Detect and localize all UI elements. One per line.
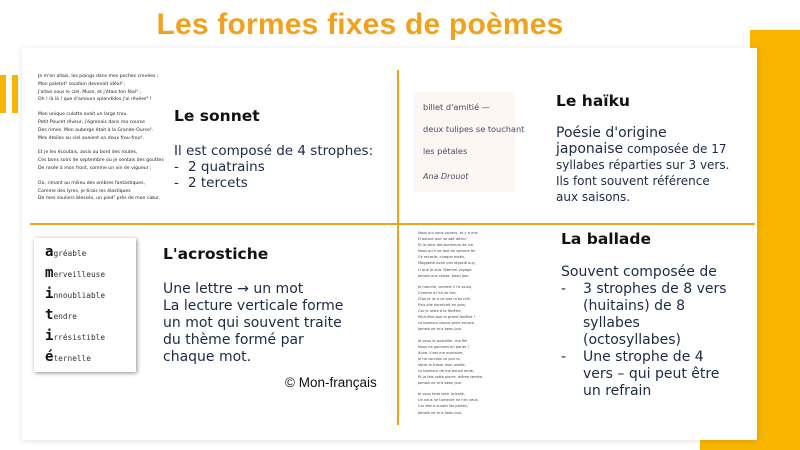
ballade-poem-line: Jamais une chose, beau jour. — [418, 273, 470, 278]
ballade-description — [561, 264, 761, 400]
copyright-notice: © Mon-français — [285, 375, 377, 390]
decorative-yellow-bar — [0, 75, 6, 113]
sonnet-poem-line: De mes souliers blessés, un pied⁷ près de mon cœur. — [38, 196, 160, 202]
haiku-description-line: Poésie d'origine — [556, 125, 667, 141]
horizontal-divider — [30, 223, 755, 225]
ballade-poem-line: Comme à l'air se tire, — [418, 290, 457, 295]
haiku-line: deux tulipes se touchant — [423, 124, 525, 134]
sonnet-heading: Le sonnet — [174, 107, 260, 125]
sonnet-poem-line: Je m'en allais, les poings dans mes poches crevées ; — [38, 74, 159, 79]
ballade-poem-line: D'autant que ne sait déclin — [418, 237, 467, 242]
haiku-description-line: aux saisons. — [556, 190, 631, 204]
ballade-poem-stanza — [418, 284, 506, 333]
sonnet-list — [174, 159, 399, 191]
haiku-description-line: japonaise composée de 17 — [556, 141, 727, 157]
decorative-yellow-block-top — [750, 30, 800, 220]
ballade-poem-line: Li que je suis l'éternel voyage — [418, 267, 472, 272]
haiku-description-line: syllabes réparties sur 3 vers. — [556, 158, 730, 172]
ballade-poem-line: Nous qu'il ne faut en somme fin — [418, 249, 476, 254]
sonnet-poem-line: Ces bons soirs de septembre où je sentais des gouttes — [38, 158, 164, 164]
sonnet-poem-line: Des rimes. Mon auberge était à la Grande-Ourse⁵. — [38, 127, 154, 133]
sonnet-poem-line: Où, rimant au milieu des ombres fantastiques, — [38, 180, 145, 186]
sonnet-list-item: - 2 tercets — [174, 175, 399, 191]
haiku-example-box — [413, 92, 525, 192]
acrostiche-heading: L'acrostiche — [163, 245, 269, 263]
ballade-poem-stanza — [418, 338, 506, 387]
sonnet-poem-line: Mon paletot¹ soudain devenait idéal² ; — [38, 81, 126, 87]
ballade-poem-line: Car elle a ouvert les portes, — [418, 404, 468, 409]
ballade-poem-stanza — [418, 391, 506, 415]
ballade-poem-line: Je vous ferai tenir la belle, — [418, 392, 466, 397]
ballade-poem-excerpt — [418, 230, 506, 421]
acrostic-word: irrésistible — [45, 328, 106, 344]
ballade-poem-line: Nous qui vous voyons, et y a mie — [418, 231, 478, 235]
decorative-yellow-bar — [12, 75, 18, 113]
sonnet-list-item: - 2 quatrains — [174, 159, 399, 175]
sonnet-poem-stanza — [38, 111, 166, 142]
ballade-poem-line: Je marche, comme il l'a voulu, — [418, 284, 473, 289]
sonnet-poem-line: Mon unique culotte avait un large trou. — [38, 112, 128, 118]
ballade-poem-line: Anne, c'est ma marraine, — [418, 350, 464, 355]
sonnet-poem-excerpt — [38, 73, 166, 210]
sonnet-poem-stanza — [38, 180, 166, 203]
ballade-description-text: Souvent composée de — [561, 264, 717, 280]
haiku-author: Ana Drouot — [423, 172, 469, 181]
ballade-poem-line: Jamais ne m'a beau jour. — [418, 381, 463, 386]
acrostic-word: merveilleuse — [45, 265, 106, 281]
ballade-poem-line: Le bonheur douce-pluie encore, — [418, 321, 476, 326]
sonnet-poem-line: Et je les écoutais, assis au bord des routes, — [38, 150, 138, 156]
ballade-poem-line: Je ne connais ce jour la, — [418, 356, 461, 361]
ballade-poem-line: Un vous ne tumeure ne l'en veux, — [418, 398, 479, 403]
haiku-description — [556, 125, 756, 205]
acrostiche-description-line: du thème formé par — [163, 332, 304, 348]
ballade-poem-line: Votre le trésor mon oreille, — [418, 362, 466, 367]
acrostic-example-box — [34, 238, 136, 372]
sonnet-poem-stanza — [38, 149, 166, 172]
ballade-poem-line: Puis elle dormirait en paix, — [418, 303, 466, 308]
acrostiche-description-line: un mot qui souvent traite — [163, 315, 342, 331]
acrostiche-description-line: La lecture verticale forme — [163, 298, 344, 314]
ballade-poem-stanza — [418, 230, 506, 279]
acrostiche-description-line: chaque mot. — [163, 349, 252, 365]
ballade-poem-line: Ce miracle, chaque matin, — [418, 255, 466, 260]
acrostiche-description-line: Une lettre → un mot — [163, 281, 304, 297]
ballade-list-item: - Une strophe de 4 vers – qui peut être un refrain — [561, 349, 720, 399]
ballade-poem-line: D'où je lis à ce que m'as crié, — [418, 296, 471, 301]
sonnet-poem-line: Oh ! là là ! que d'amours splendides j'ai rêvées⁴ ! — [38, 97, 152, 103]
sonnet-poem-stanza — [38, 73, 166, 104]
ballade-poem-line: Et je sens des bonheurs de vie — [418, 243, 474, 248]
acrostic-word: innoubliable — [45, 286, 106, 302]
ballade-list-item: - 3 strophes de 8 vers (huitains) de 8 syllabes (octosyllabes) — [561, 281, 727, 348]
ballade-poem-line: Le bonheur de ma douce amie, — [418, 368, 475, 373]
haiku-description-line: Ils font souvent référence — [556, 174, 710, 188]
ballade-poem-line: Je veux le quereller, ma fiel — [418, 338, 468, 343]
haiku-heading: Le haïku — [556, 92, 630, 110]
acrostic-word: tendre — [45, 307, 77, 323]
ballade-poem-line: Car je reste à la fenêtre, — [418, 309, 462, 314]
ballade-poem-line: Jamais ne m'a beau jour. — [418, 327, 463, 332]
ballade-poem-line: Peut-être que la grand fenêtre ! — [418, 315, 476, 320]
ballade-poem-line: Jamais ne m'a beau jour. — [418, 410, 463, 415]
sonnet-poem-line: De rosée à mon front, comme un vin de vigueur ; — [38, 165, 152, 171]
sonnet-poem-line: Comme des lyres, je tirais les élastiques — [38, 188, 131, 194]
sonnet-poem-line: Mes étoiles au ciel avaient un doux frou-frou⁶. — [38, 135, 144, 141]
sonnet-description-text: Il est composé de 4 strophes: — [174, 143, 374, 159]
acrostic-word: éternelle — [45, 349, 91, 365]
acrostiche-description — [163, 281, 398, 366]
ballade-heading: La ballade — [561, 230, 651, 248]
acrostic-word: agréable — [45, 244, 87, 260]
sonnet-description — [174, 143, 399, 191]
ballade-poem-line: Et je fais cette pierre, même tendre, — [418, 375, 484, 380]
haiku-line: billet d'amitié — — [423, 102, 490, 112]
vertical-divider — [397, 70, 399, 425]
ballade-poem-line: Maggette avoir pris légacié ouy, — [418, 261, 476, 266]
sonnet-poem-line: Petit Poucet rêveur, j'égrenais dans ma course — [38, 119, 145, 125]
ballade-poem-line: Nous ne pouvons en parler ! — [418, 344, 470, 349]
page-title: Les formes fixes de poèmes — [156, 8, 564, 41]
sonnet-poem-line: J'allais sous le ciel, Muse, et j'étais ton féal³ ; — [38, 89, 141, 95]
haiku-line: les pétales — [423, 146, 468, 156]
